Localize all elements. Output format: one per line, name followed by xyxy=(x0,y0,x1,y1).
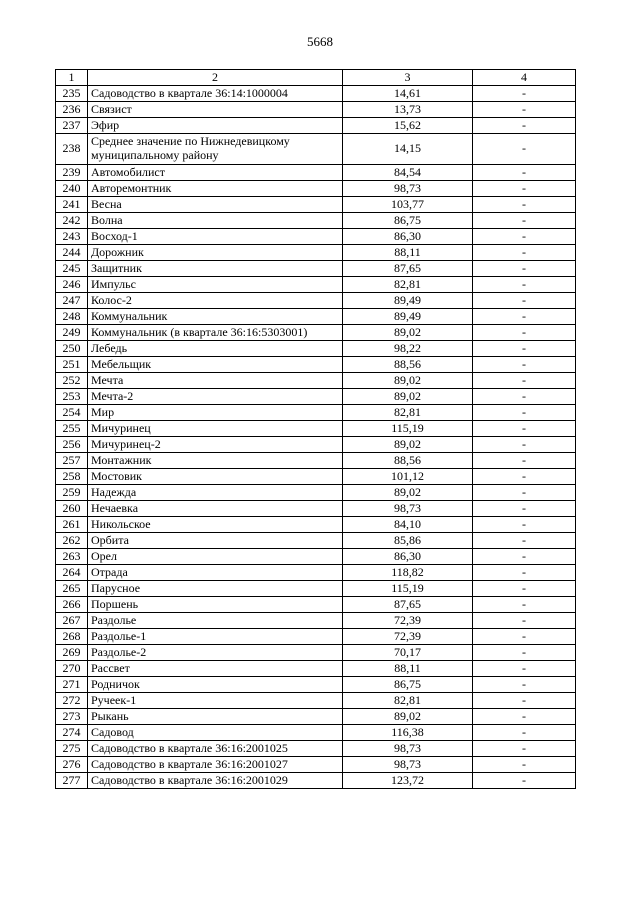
row-col4: - xyxy=(473,245,576,261)
row-number: 269 xyxy=(56,645,88,661)
table-row xyxy=(56,533,576,549)
row-number: 272 xyxy=(56,693,88,709)
table-row xyxy=(56,773,576,789)
row-value: 98,73 xyxy=(343,501,473,517)
row-col4: - xyxy=(473,453,576,469)
row-col4: - xyxy=(473,213,576,229)
table-row xyxy=(56,565,576,581)
row-name: Орел xyxy=(88,549,343,565)
table-row xyxy=(56,693,576,709)
row-col4: - xyxy=(473,102,576,118)
row-value: 87,65 xyxy=(343,261,473,277)
row-col4: - xyxy=(473,341,576,357)
table-row xyxy=(56,357,576,373)
row-number: 236 xyxy=(56,102,88,118)
row-number: 245 xyxy=(56,261,88,277)
table-row xyxy=(56,757,576,773)
table-row xyxy=(56,421,576,437)
row-value: 118,82 xyxy=(343,565,473,581)
row-number: 264 xyxy=(56,565,88,581)
row-name: Раздолье-2 xyxy=(88,645,343,661)
header-col-2: 2 xyxy=(88,70,343,86)
row-value: 14,61 xyxy=(343,86,473,102)
table-row xyxy=(56,373,576,389)
row-number: 249 xyxy=(56,325,88,341)
row-value: 115,19 xyxy=(343,421,473,437)
row-col4: - xyxy=(473,134,576,165)
row-value: 89,49 xyxy=(343,309,473,325)
table-row xyxy=(56,86,576,102)
row-value: 98,73 xyxy=(343,741,473,757)
row-number: 240 xyxy=(56,181,88,197)
table-row xyxy=(56,741,576,757)
header-col-4: 4 xyxy=(473,70,576,86)
row-name: Рассвет xyxy=(88,661,343,677)
row-number: 273 xyxy=(56,709,88,725)
row-number: 268 xyxy=(56,629,88,645)
row-col4: - xyxy=(473,86,576,102)
row-col4: - xyxy=(473,373,576,389)
row-col4: - xyxy=(473,309,576,325)
row-value: 72,39 xyxy=(343,613,473,629)
row-value: 98,73 xyxy=(343,757,473,773)
row-number: 262 xyxy=(56,533,88,549)
row-name: Отрада xyxy=(88,565,343,581)
row-name: Рыкань xyxy=(88,709,343,725)
row-number: 241 xyxy=(56,197,88,213)
row-value: 89,02 xyxy=(343,709,473,725)
table-row xyxy=(56,597,576,613)
row-value: 86,30 xyxy=(343,549,473,565)
row-value: 14,15 xyxy=(343,134,473,165)
row-number: 238 xyxy=(56,134,88,165)
row-name: Никольское xyxy=(88,517,343,533)
row-col4: - xyxy=(473,741,576,757)
row-number: 257 xyxy=(56,453,88,469)
row-number: 259 xyxy=(56,485,88,501)
header-col-1: 1 xyxy=(56,70,88,86)
table-row xyxy=(56,389,576,405)
row-name: Садоводство в квартале 36:16:2001029 xyxy=(88,773,343,789)
row-name: Монтажник xyxy=(88,453,343,469)
row-name: Колос-2 xyxy=(88,293,343,309)
row-value: 72,39 xyxy=(343,629,473,645)
table-row xyxy=(56,325,576,341)
table-row xyxy=(56,197,576,213)
row-value: 13,73 xyxy=(343,102,473,118)
row-number: 243 xyxy=(56,229,88,245)
row-name: Коммунальник xyxy=(88,309,343,325)
table-row xyxy=(56,341,576,357)
row-value: 88,56 xyxy=(343,453,473,469)
row-name: Волна xyxy=(88,213,343,229)
row-value: 123,72 xyxy=(343,773,473,789)
table-row xyxy=(56,613,576,629)
row-name: Садоводство в квартале 36:16:2001025 xyxy=(88,741,343,757)
row-name: Парусное xyxy=(88,581,343,597)
row-name: Связист xyxy=(88,102,343,118)
row-value: 86,75 xyxy=(343,677,473,693)
row-col4: - xyxy=(473,693,576,709)
row-value: 89,49 xyxy=(343,293,473,309)
row-value: 98,73 xyxy=(343,181,473,197)
table-row xyxy=(56,517,576,533)
row-number: 258 xyxy=(56,469,88,485)
row-value: 70,17 xyxy=(343,645,473,661)
row-name: Коммунальник (в квартале 36:16:5303001) xyxy=(88,325,343,341)
row-name: Эфир xyxy=(88,118,343,134)
row-col4: - xyxy=(473,325,576,341)
row-name: Восход-1 xyxy=(88,229,343,245)
row-col4: - xyxy=(473,613,576,629)
row-number: 271 xyxy=(56,677,88,693)
row-number: 277 xyxy=(56,773,88,789)
row-value: 84,54 xyxy=(343,165,473,181)
row-name: Весна xyxy=(88,197,343,213)
row-name: Мечта xyxy=(88,373,343,389)
row-col4: - xyxy=(473,277,576,293)
table-row xyxy=(56,309,576,325)
row-col4: - xyxy=(473,469,576,485)
table-row xyxy=(56,134,576,165)
row-value: 89,02 xyxy=(343,437,473,453)
table-row xyxy=(56,245,576,261)
table-row xyxy=(56,725,576,741)
row-col4: - xyxy=(473,165,576,181)
row-name: Надежда xyxy=(88,485,343,501)
row-number: 254 xyxy=(56,405,88,421)
row-col4: - xyxy=(473,677,576,693)
table-row xyxy=(56,453,576,469)
row-name: Авторемонтник xyxy=(88,181,343,197)
row-number: 239 xyxy=(56,165,88,181)
row-value: 88,56 xyxy=(343,357,473,373)
table-row xyxy=(56,213,576,229)
row-value: 84,10 xyxy=(343,517,473,533)
row-number: 266 xyxy=(56,597,88,613)
row-col4: - xyxy=(473,597,576,613)
row-number: 274 xyxy=(56,725,88,741)
table-row xyxy=(56,485,576,501)
row-name: Садовод xyxy=(88,725,343,741)
row-name: Защитник xyxy=(88,261,343,277)
row-name: Раздолье-1 xyxy=(88,629,343,645)
row-col4: - xyxy=(473,229,576,245)
row-number: 256 xyxy=(56,437,88,453)
row-name: Нечаевка xyxy=(88,501,343,517)
row-value: 15,62 xyxy=(343,118,473,134)
row-value: 85,86 xyxy=(343,533,473,549)
row-number: 250 xyxy=(56,341,88,357)
row-name: Садоводство в квартале 36:14:1000004 xyxy=(88,86,343,102)
row-col4: - xyxy=(473,565,576,581)
table-row xyxy=(56,677,576,693)
row-number: 244 xyxy=(56,245,88,261)
row-value: 98,22 xyxy=(343,341,473,357)
row-number: 248 xyxy=(56,309,88,325)
table-row xyxy=(56,181,576,197)
row-number: 265 xyxy=(56,581,88,597)
row-value: 87,65 xyxy=(343,597,473,613)
row-name: Поршень xyxy=(88,597,343,613)
row-number: 252 xyxy=(56,373,88,389)
row-col4: - xyxy=(473,197,576,213)
row-value: 82,81 xyxy=(343,693,473,709)
row-col4: - xyxy=(473,629,576,645)
row-name: Раздолье xyxy=(88,613,343,629)
table-row xyxy=(56,581,576,597)
row-number: 235 xyxy=(56,86,88,102)
row-number: 237 xyxy=(56,118,88,134)
row-number: 267 xyxy=(56,613,88,629)
table-row xyxy=(56,277,576,293)
row-value: 89,02 xyxy=(343,389,473,405)
row-number: 242 xyxy=(56,213,88,229)
table-row xyxy=(56,165,576,181)
table-row xyxy=(56,229,576,245)
row-name: Ручеек-1 xyxy=(88,693,343,709)
row-number: 275 xyxy=(56,741,88,757)
table-body xyxy=(56,86,576,789)
table-row xyxy=(56,629,576,645)
row-col4: - xyxy=(473,501,576,517)
row-col4: - xyxy=(473,645,576,661)
row-col4: - xyxy=(473,725,576,741)
row-col4: - xyxy=(473,533,576,549)
table-row xyxy=(56,709,576,725)
row-value: 89,02 xyxy=(343,325,473,341)
row-value: 88,11 xyxy=(343,245,473,261)
row-col4: - xyxy=(473,661,576,677)
row-value: 86,30 xyxy=(343,229,473,245)
row-number: 276 xyxy=(56,757,88,773)
page-number: 5668 xyxy=(307,34,333,49)
row-name: Родничок xyxy=(88,677,343,693)
row-value: 89,02 xyxy=(343,373,473,389)
data-table xyxy=(55,69,576,789)
row-col4: - xyxy=(473,773,576,789)
row-number: 246 xyxy=(56,277,88,293)
table-header xyxy=(56,70,576,86)
row-value: 86,75 xyxy=(343,213,473,229)
row-col4: - xyxy=(473,517,576,533)
table-row xyxy=(56,469,576,485)
row-value: 82,81 xyxy=(343,405,473,421)
row-value: 82,81 xyxy=(343,277,473,293)
header-col-3: 3 xyxy=(343,70,473,86)
table-row xyxy=(56,645,576,661)
row-value: 115,19 xyxy=(343,581,473,597)
row-name: Мечта-2 xyxy=(88,389,343,405)
row-number: 270 xyxy=(56,661,88,677)
table-row xyxy=(56,261,576,277)
row-name: Мостовик xyxy=(88,469,343,485)
row-col4: - xyxy=(473,181,576,197)
row-col4: - xyxy=(473,421,576,437)
row-col4: - xyxy=(473,437,576,453)
row-number: 260 xyxy=(56,501,88,517)
table-row xyxy=(56,405,576,421)
row-value: 116,38 xyxy=(343,725,473,741)
row-number: 247 xyxy=(56,293,88,309)
table-row xyxy=(56,102,576,118)
row-col4: - xyxy=(473,293,576,309)
row-value: 88,11 xyxy=(343,661,473,677)
row-value: 101,12 xyxy=(343,469,473,485)
row-name: Мичуринец xyxy=(88,421,343,437)
row-name: Садоводство в квартале 36:16:2001027 xyxy=(88,757,343,773)
row-name: Лебедь xyxy=(88,341,343,357)
row-col4: - xyxy=(473,357,576,373)
table-row xyxy=(56,549,576,565)
row-col4: - xyxy=(473,118,576,134)
row-col4: - xyxy=(473,405,576,421)
row-number: 253 xyxy=(56,389,88,405)
row-name: Орбита xyxy=(88,533,343,549)
row-value: 103,77 xyxy=(343,197,473,213)
row-number: 251 xyxy=(56,357,88,373)
row-col4: - xyxy=(473,485,576,501)
row-name: Автомобилист xyxy=(88,165,343,181)
row-name: Среднее значение по Нижнедевицкому муниципальному району xyxy=(88,134,343,165)
row-number: 263 xyxy=(56,549,88,565)
table-row xyxy=(56,661,576,677)
row-col4: - xyxy=(473,389,576,405)
row-value: 89,02 xyxy=(343,485,473,501)
row-name: Импульс xyxy=(88,277,343,293)
row-name: Мичуринец-2 xyxy=(88,437,343,453)
table-row xyxy=(56,118,576,134)
row-col4: - xyxy=(473,757,576,773)
row-col4: - xyxy=(473,581,576,597)
row-col4: - xyxy=(473,709,576,725)
row-number: 261 xyxy=(56,517,88,533)
row-col4: - xyxy=(473,549,576,565)
table-row xyxy=(56,293,576,309)
table-row xyxy=(56,501,576,517)
row-number: 255 xyxy=(56,421,88,437)
row-name: Дорожник xyxy=(88,245,343,261)
row-name: Мебельщик xyxy=(88,357,343,373)
table-row xyxy=(56,437,576,453)
row-col4: - xyxy=(473,261,576,277)
row-name: Мир xyxy=(88,405,343,421)
